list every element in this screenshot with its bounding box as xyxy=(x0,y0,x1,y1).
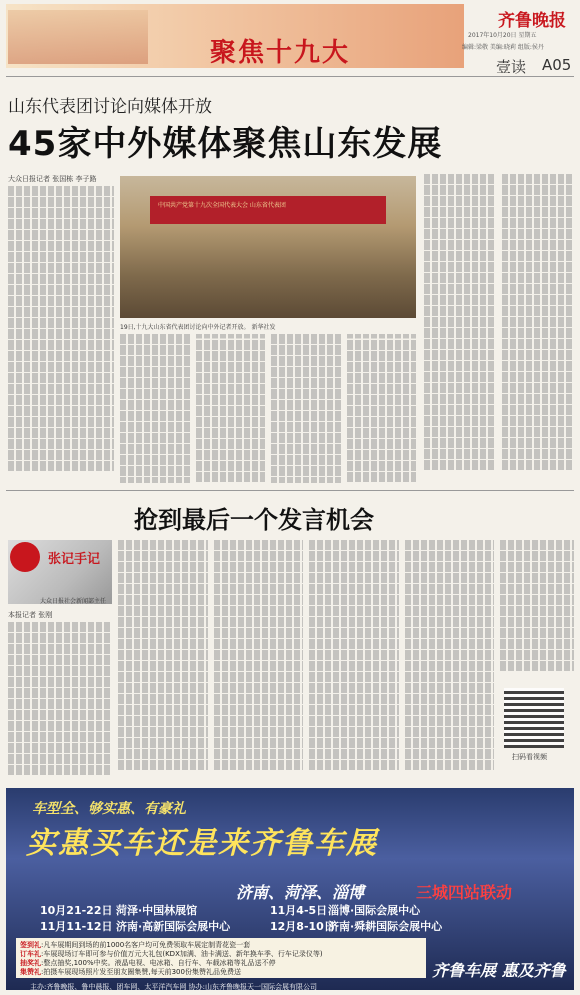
perk-row: 签到礼:凡车展期间到场的前1000名客户均可免费领取车展定制青花瓷一套 xyxy=(20,941,251,949)
newspaper-logo: 齐鲁晚报 xyxy=(498,11,566,31)
article-kicker: 山东代表团讨论向媒体开放 xyxy=(8,97,212,117)
ad-tagline: 车型全、够实惠、有豪礼 xyxy=(32,801,186,817)
article-columns-right xyxy=(424,174,574,486)
feature-column-6 xyxy=(500,540,574,680)
section-divider xyxy=(6,490,574,491)
schedule-venue: 济南·舜耕国际会展中心 xyxy=(328,920,443,933)
ad-linkage: 三城四站联动 xyxy=(416,883,513,902)
schedule-venue: 菏泽·中国林展馆 xyxy=(116,904,198,917)
tiananmen-graphic xyxy=(8,10,148,64)
article-column-1 xyxy=(8,186,114,486)
perk-row: 订车礼:车展现场订车即可参与价值万元大礼包(KDX加满、油卡满送、新年换车季、行车记录仪等) xyxy=(20,950,323,958)
party-emblem-icon xyxy=(10,542,40,572)
column-name: 张记手记 xyxy=(48,552,101,567)
feature-columns-2-5 xyxy=(118,540,494,780)
schedule-date: 12月8-10日 xyxy=(270,920,335,933)
article-byline: 大众日报记者 张国栋 李子路 xyxy=(8,175,97,183)
issue-date: 2017年10月20日 星期五 xyxy=(468,32,537,39)
schedule-date: 11月11-12日 xyxy=(40,920,113,933)
photo-caption: 19日,十九大山东省代表团讨论向中外记者开放。 新华社发 xyxy=(120,324,276,331)
ad-organizers: 主办:齐鲁晚报、鲁中晨报、团车网、太平洋汽车网 协办:山东齐鲁晚报天一国际会展有限公司 xyxy=(30,983,317,991)
editor-credits: 编辑:梁敬 美编:晓莉 组版:侯丹 xyxy=(462,44,544,51)
article-headline: 45家中外媒体聚焦山东发展 xyxy=(8,124,443,164)
ad-title: 实惠买车还是来齐鲁车展 xyxy=(26,826,378,861)
photo-banner-text: 中国共产党第十九次全国代表大会 山东省代表团 xyxy=(158,202,286,209)
ad-brand-slogan: 齐鲁车展 惠及齐鲁 xyxy=(432,961,566,980)
feature-headline: 抢到最后一个发言机会 xyxy=(134,506,374,534)
header-divider xyxy=(6,76,574,77)
qr-code[interactable] xyxy=(504,688,564,748)
ad-cities: 济南、菏泽、淄博 xyxy=(236,883,365,902)
perk-row: 集赞礼:拍摄车展现场照片发至朋友圈集赞,每天前300份集赞礼品免费送 xyxy=(20,968,241,976)
column-subtitle: 大众日报社会新闻部主任 xyxy=(40,598,107,605)
page-number: A05 xyxy=(542,56,572,74)
article-columns-2-5 xyxy=(120,334,416,486)
feature-byline: 本报记者 张刚 xyxy=(8,611,53,619)
qr-caption: 扫码看视频 xyxy=(512,753,547,761)
schedule-venue: 淄博·国际会展中心 xyxy=(328,904,421,917)
banner-title: 聚焦十九大 xyxy=(210,38,351,68)
feature-column-1 xyxy=(8,622,112,780)
schedule-date: 11月4-5日 xyxy=(270,904,328,917)
schedule-date: 10月21-22日 xyxy=(40,904,113,917)
perk-row: 抽奖礼:整点抽奖,100%中奖。液晶电视、电冰箱、自行车、车载冰箱等礼品送不停 xyxy=(20,959,276,967)
section-label: 壹读 xyxy=(496,58,527,76)
schedule-venue: 济南·高新国际会展中心 xyxy=(116,920,231,933)
